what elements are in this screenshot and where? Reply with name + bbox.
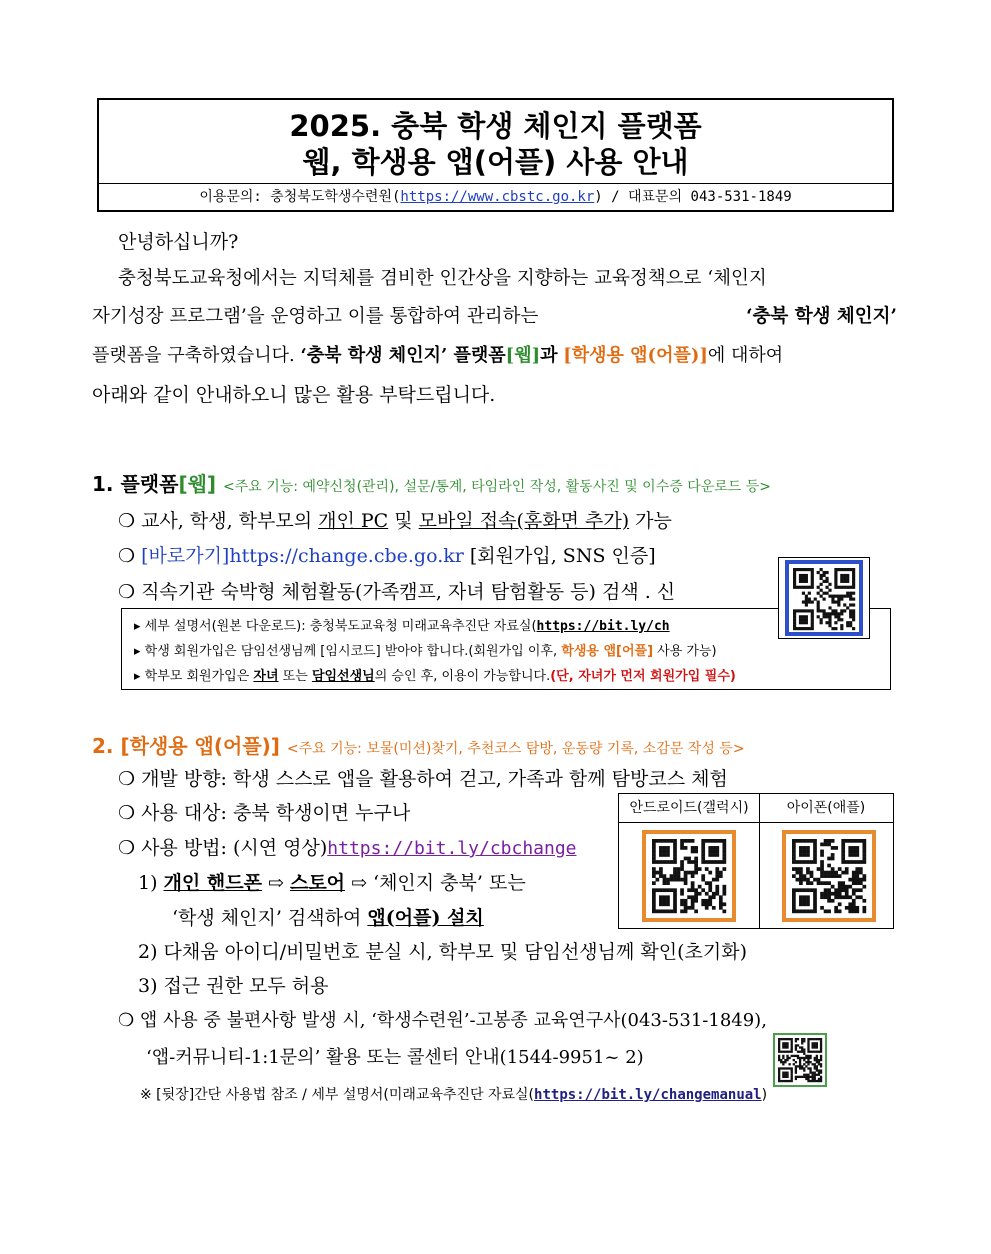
note3 xyxy=(134,665,736,684)
item1-end: 가능 xyxy=(635,510,672,532)
note3-warning: (단, 자녀가 먼저 회원가입 필수) xyxy=(550,669,736,684)
step1-search2: ‘학생 체인지’ 검색하여 xyxy=(172,907,362,929)
section2-item4: ❍ 앱 사용 중 불편사항 발생 시, ‘학생수련원’-고봉종 교육연구사(043-531-1849), xyxy=(118,1010,767,1031)
qr-platform-icon xyxy=(779,558,869,638)
qr-android-icon xyxy=(642,830,736,922)
section2-item3 xyxy=(118,833,577,860)
section2-number: 2. xyxy=(92,734,114,758)
step1 xyxy=(138,868,526,895)
step1-install: 앱(어플) 설치 xyxy=(367,907,484,929)
intro-line2-emph: ‘충북 학생 체인지’ xyxy=(746,306,897,327)
contact-link[interactable]: https://www.cbstc.go.kr xyxy=(400,189,595,205)
intro-line2 xyxy=(92,306,897,328)
section1-heading xyxy=(92,468,771,497)
note3-teacher: 담임선생님 xyxy=(311,669,375,684)
intro-line3-text: 플랫폼을 구축하였습니다. xyxy=(92,345,295,366)
section2-item2: ❍ 사용 대상: 충북 학생이면 누구나 xyxy=(118,802,411,824)
note3-or: 또는 xyxy=(282,669,308,684)
manual-link[interactable]: https://bit.ly/changemanual xyxy=(534,1087,762,1103)
intro-line3-end: 에 대하여 xyxy=(707,345,784,366)
section1-features: <주요 기능: 예약신청(관리), 설문/통계, 타임라인 작성, 활동사진 및 이수증 다운로드 등> xyxy=(223,479,771,495)
item1-text: ❍ 교사, 학생, 학부모의 xyxy=(118,510,313,532)
note3-mid: 의 승인 후, 이용이 가능합니다. xyxy=(374,669,551,684)
greeting: 안녕하십니까? xyxy=(118,231,239,253)
qr-iphone-icon xyxy=(782,830,876,922)
note2-end: 사용 가능) xyxy=(657,644,717,659)
item2-signup: [회원가입, SNS 인증] xyxy=(469,545,656,567)
intro-line3-web: [웹] xyxy=(505,345,541,366)
section2-features: <주요 기능: 보물(미션)찾기, 추천코스 탐방, 운동량 기록, 소감문 작성 등> xyxy=(286,741,745,757)
qr-android xyxy=(642,830,736,922)
table-divider xyxy=(759,794,760,928)
intro-line1: 충청북도교육청에서는 지덕체를 겸비한 인간상을 지향하는 교육정책으로 ‘체인지 xyxy=(118,268,767,289)
footnote xyxy=(140,1084,767,1104)
step1-search: ⇨ ‘체인지 충북’ 또는 xyxy=(351,872,526,894)
contact-suffix: ) / 대표문의 043-531-1849 xyxy=(594,189,792,205)
note2-text: ▸ 학생 회원가입은 담임선생님께 [임시코드] 받아야 합니다.(회원가입 이후, xyxy=(134,644,558,659)
section2-title: [학생용 앱(어플)] xyxy=(120,734,280,758)
step1-store: 스토어 xyxy=(289,872,346,894)
note2 xyxy=(134,640,717,659)
note1 xyxy=(134,615,670,634)
qr-platform xyxy=(778,557,870,639)
contact-line xyxy=(99,183,892,210)
note-box xyxy=(121,608,891,690)
platform-link[interactable]: [바로가기]https://change.cbe.go.kr xyxy=(141,545,464,567)
note3-child: 자녀 xyxy=(253,669,279,684)
intro-line3-emph: ‘충북 학생 체인지’ 플랫폼 xyxy=(300,345,506,366)
intro-line3-app: [학생용 앱(어플)] xyxy=(563,345,708,366)
section1-item1 xyxy=(118,506,672,533)
qr-community xyxy=(773,1033,827,1087)
contact-prefix: 이용문의: 충청북도학생수련원( xyxy=(199,189,401,205)
note1-link[interactable]: https://bit.ly/ch xyxy=(536,619,670,634)
item1-pc: 개인 PC xyxy=(318,510,389,532)
item3-text: ❍ 사용 방법: (시연 영상) xyxy=(118,837,328,859)
footnote-text: ※ [뒷장]간단 사용법 참조 / 세부 설명서(미래교육추진단 자료실( xyxy=(140,1087,535,1103)
intro-line2-text: 자기성장 프로그램’을 운영하고 이를 통합하여 관리하는 xyxy=(92,306,539,327)
step1-cont xyxy=(172,903,484,930)
iphone-label: 아이폰(애플) xyxy=(759,794,893,823)
demo-video-link[interactable]: https://bit.ly/cbchange xyxy=(327,838,577,859)
qr-community-icon xyxy=(773,1033,827,1087)
note2-app: 학생용 앱[어플] xyxy=(561,644,654,659)
section1-item3: ❍ 직속기관 숙박형 체험활동(가족캠프, 자녀 탐험활동 등) 검색 . 신 xyxy=(118,581,676,603)
section2-item4-cont: ‘앱-커뮤니티-1:1문의’ 활용 또는 콜센터 안내(1544-9951~ 2) xyxy=(146,1047,644,1068)
step1-phone: 개인 핸드폰 xyxy=(163,872,262,894)
note1-text: ▸ 세부 설명서(원본 다운로드): 충청북도교육청 미래교육추진단 자료실( xyxy=(134,619,537,634)
title-line2: 웹, 학생용 앱(어플) 사용 안내 xyxy=(302,145,689,179)
android-label: 안드로이드(갤럭시) xyxy=(619,794,759,823)
footnote-end: ) xyxy=(761,1087,768,1103)
qr-iphone xyxy=(782,830,876,922)
section2-item1: ❍ 개발 방향: 학생 스스로 앱을 활용하여 걷고, 가족과 함께 탐방코스 체험 xyxy=(118,768,728,790)
step2: 2) 다채움 아이디/비밀번호 분실 시, 학부모 및 담임선생님께 확인(초기화) xyxy=(138,941,747,963)
step1-arrow: ⇨ xyxy=(268,872,284,894)
intro-line3-and: 과 xyxy=(540,345,558,366)
section2-heading xyxy=(92,730,745,759)
item2-bullet: ❍ xyxy=(118,545,136,567)
section1-number: 1. xyxy=(92,472,114,496)
section1-item2 xyxy=(118,541,656,568)
section1-title: 플랫폼 xyxy=(120,472,179,496)
intro-line4: 아래와 같이 안내하오니 많은 활용 부탁드립니다. xyxy=(92,384,496,406)
note3-text: ▸ 학부모 회원가입은 xyxy=(134,669,250,684)
app-qr-table xyxy=(618,793,894,929)
step3: 3) 접근 권한 모두 허용 xyxy=(138,975,329,997)
item1-mobile: 모바일 접속(홈화면 추가) xyxy=(418,510,630,532)
section1-title-web: [웹] xyxy=(178,472,217,496)
intro-line3 xyxy=(92,345,897,367)
item1-and: 및 xyxy=(394,510,413,532)
title-line1: 2025. 충북 학생 체인지 플랫폼 xyxy=(289,109,702,143)
title-box xyxy=(97,98,894,212)
step1-num: 1) xyxy=(138,872,158,894)
